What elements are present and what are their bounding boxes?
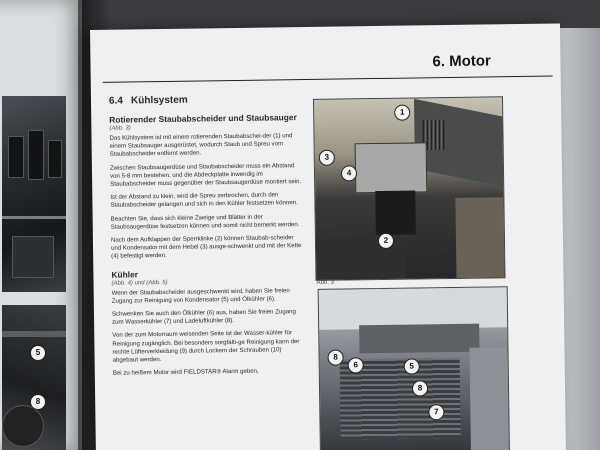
left-photo-panel (28, 130, 44, 180)
figure-reference: (Abb. 3) (109, 125, 131, 132)
subheading: Kühler (111, 268, 139, 280)
left-photo-component (2, 405, 44, 447)
paragraph: Beachten Sie, dass sich kleine Zweige und Blätter in der Staubsaugerdüse festsetzen können und somit nicht bemerkt werden. (110, 213, 300, 231)
side-panel (455, 197, 504, 278)
engine-block (355, 142, 428, 193)
figure-4-photo (318, 286, 510, 450)
paragraph: Schwenken Sie auch den Ölkühler (6) aus, haben Sie freien Zugang zum Wasserkühler (7) und Ladeluftkühler (8). (111, 308, 296, 326)
section-title: Kühlsystem (130, 94, 188, 107)
left-photo-rail (2, 331, 66, 337)
paragraph: Bei zu heißem Motor wird FIELDSTAR® Alarm geben, (112, 367, 259, 377)
left-photo-component (12, 236, 54, 278)
figure-3-photo (313, 96, 506, 281)
left-callout: 5 (30, 345, 46, 361)
header-rule (103, 76, 553, 83)
paragraph: Ist der Abstand zu klein, wird die Spreu zerbrochen, durch den Staubabscheider gelangen und sich in den Kühler festsetzen können. (110, 191, 298, 210)
figure-reference: (Abb. 4) und (Abb. 5) (111, 279, 168, 287)
callout-marker: 8 (412, 380, 428, 396)
chapter-title: 6. Motor (432, 52, 491, 71)
callout-marker: 2 (378, 233, 394, 249)
callout-marker: 5 (404, 358, 420, 374)
left-page-photo-bottom (2, 305, 66, 450)
figure-caption: Abb. 3 (316, 279, 334, 286)
block-radiator (111, 267, 307, 379)
right-page (90, 23, 566, 450)
paragraph: Das Kühlsystem ist mit einem rotierenden Staubabschei-der (1) und einem Staubsauger ausgerüstet, wodurch Staub und Spreu vom Staubabscheider entfernt werden. (109, 132, 293, 159)
frame-rail (469, 347, 509, 450)
block-dust-separator (109, 112, 305, 261)
callout-marker: 3 (319, 150, 335, 166)
paragraph: Zwischen Staubsaugerdüse und Staubabscheider muss ein Abstand von 5-8 mm bestehen, und die Abdeckplatte inwendig im Staubabscheider muss gegenüber der Staubsaugerdüse montiert sein. (109, 161, 302, 188)
left-photo-rail (2, 216, 66, 219)
callout-marker: 8 (327, 349, 343, 365)
condenser (375, 190, 416, 235)
paragraph: Nach dem Aufklappen der Sperrklinke (2) können Staubab-scheider und Kondensator mit dem Hebel (3) ausge-schwenkt und mit der Kette (4) befestigt werden. (110, 234, 302, 261)
callout-marker: 6 (348, 357, 364, 373)
callout-marker: 7 (428, 404, 444, 420)
text-column (109, 93, 307, 383)
left-photo-panel (48, 140, 62, 178)
left-page-photo-top (2, 96, 66, 292)
section-number: 6.4 (108, 95, 123, 107)
callout-marker: 1 (394, 105, 410, 121)
section-heading (109, 93, 303, 107)
left-page (0, 0, 82, 450)
paragraph: Wenn der Staubabscheider ausgeschwenkt wird, haben Sie freien Zugang zur Reinigung von Kondensator (5) und Ölkühler (6). (111, 286, 290, 305)
left-photo-panel (8, 136, 24, 178)
paragraph: Von der zum Motorraum weisenden Seite ist der Wasser-kühler für Reinigung zugänglich. Bei besonders sorgfälti-ge Reinigung kann der rechte Lüfterverkleidung (9) durch Lockern der Schrauben (10) abgebaut werden. (112, 329, 300, 364)
oil-cooler-frame (359, 324, 479, 354)
left-callout: 8 (30, 394, 46, 410)
subheading: Rotierender Staubabscheider und Staubsauger (109, 112, 297, 125)
callout-marker: 4 (341, 165, 357, 181)
